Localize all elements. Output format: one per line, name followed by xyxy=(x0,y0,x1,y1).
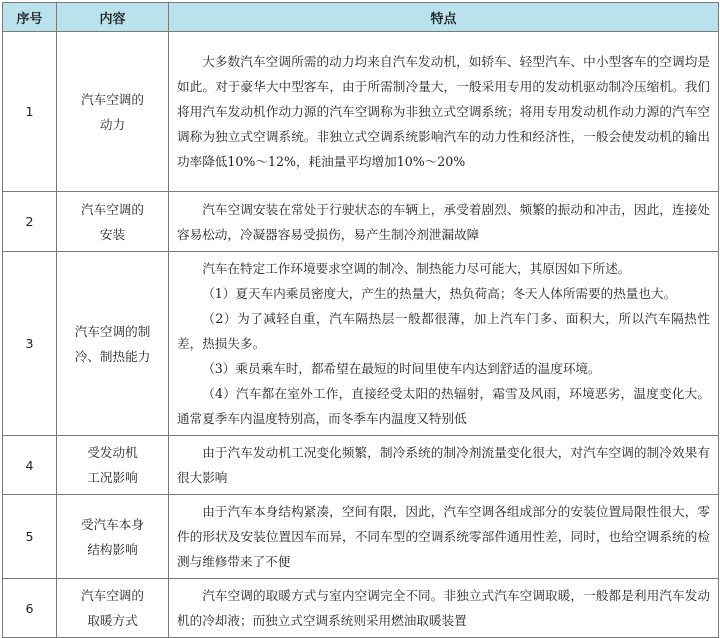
row-number: 4 xyxy=(3,436,57,495)
row-name-line: 受发动机 xyxy=(87,445,138,460)
feature-paragraph: 大多数汽车空调所需的动力均来自汽车发动机，如轿车、轻型汽车、中小型客车的空调均是如此。对于豪华大中型客车，由于所需制冷量大，一般采用专用的发动机驱动制冷压缩机。我们将用汽车发动机作动力源的汽车空调称为非独立式空调系统；将用专用发动机作动力源的汽车空调称为独立式空调系统。非独立式空调系统影响汽车的动力性和经济性，一般会使发动机的输出功率降低10%～12%，耗油量平均增加10%～20% xyxy=(177,54,710,169)
header-no: 序号 xyxy=(3,3,57,32)
table-row xyxy=(3,32,719,192)
row-feature xyxy=(169,252,719,436)
header-feature: 特点 xyxy=(169,3,719,32)
table-row xyxy=(3,579,719,638)
row-name-line: 工况影响 xyxy=(87,470,138,485)
row-feature xyxy=(169,32,719,192)
header-content: 内容 xyxy=(57,3,169,32)
row-number: 3 xyxy=(3,252,57,436)
row-feature xyxy=(169,495,719,579)
row-number: 1 xyxy=(3,32,57,192)
row-name xyxy=(57,495,169,579)
row-name-line: 汽车空调的 xyxy=(81,91,144,107)
row-name xyxy=(57,579,169,638)
row-name xyxy=(57,436,169,495)
row-number: 2 xyxy=(3,192,57,252)
row-number: 6 xyxy=(3,579,57,638)
row-name-line: 汽车空调的 xyxy=(81,201,144,217)
table-row xyxy=(3,495,719,579)
row-name-line: 动力 xyxy=(99,116,126,132)
row-name-line: 取暖方式 xyxy=(87,613,138,628)
row-name-line: 结构影响 xyxy=(87,541,138,557)
table-row xyxy=(3,436,719,495)
row-name xyxy=(57,32,169,192)
row-name-line: 安装 xyxy=(99,226,126,242)
feature-paragraph: 汽车空调安装在常处于行驶状态的车辆上，承受着剧烈、频繁的振动和冲击，因此，连接处容易松动，冷凝器容易受损伤，易产生制冷剂泄漏故障 xyxy=(177,201,710,242)
row-feature xyxy=(169,579,719,638)
row-name xyxy=(57,192,169,252)
row-name-line: 汽车空调的 xyxy=(81,588,144,603)
spec-table xyxy=(2,2,719,638)
row-feature xyxy=(169,192,719,252)
feature-paragraph: 由于汽车发动机工况变化频繁，制冷系统的制冷剂流量变化很大，对汽车空调的制冷效果有很大影响 xyxy=(177,445,710,485)
row-name-line: 冷、制热能力 xyxy=(74,348,151,364)
row-number: 5 xyxy=(3,495,57,579)
feature-paragraph: 汽车空调的取暖方式与室内空调完全不同。非独立式汽车空调取暖，一般都是利用汽车发动机的冷却液；而独立式空调系统则采用燃油取暖装置 xyxy=(177,588,710,628)
table-row xyxy=(3,192,719,252)
row-name-line: 汽车空调的制 xyxy=(74,323,151,339)
row-name xyxy=(57,252,169,436)
feature-paragraph: （4）汽车都在室外工作，直接经受太阳的热辐射，霜雪及风雨，环境恶劣，温度变化大。通常夏季车内温度特别高，而冬季车内温度又特别低 xyxy=(177,386,710,426)
row-name-line: 受汽车本身 xyxy=(81,516,144,532)
feature-paragraph: 由于汽车本身结构紧凑，空间有限，因此，汽车空调各组成部分的安装位置局限性很大，零件的形状及安装位置因车而异，不同车型的空调系统零部件通用性差，同时，也给空调系统的检测与维修带来了不便 xyxy=(177,504,710,569)
row-feature xyxy=(169,436,719,495)
header-row xyxy=(3,3,719,32)
feature-paragraph: （2）为了减轻自重，汽车隔热层一般都很薄，加上汽车门多、面积大，所以汽车隔热性差，热损失多。 xyxy=(177,311,710,351)
feature-paragraph: 汽车在特定工作环境要求空调的制冷、制热能力尽可能大，其原因如下所述。 xyxy=(202,261,631,276)
feature-paragraph: （1）夏天车内乘员密度大，产生的热量大，热负荷高；冬天人体所需要的热量也大。 xyxy=(202,286,677,301)
feature-paragraph: （3）乘员乘车时，都希望在最短的时间里使车内达到舒适的温度环境。 xyxy=(202,361,601,376)
table-row xyxy=(3,252,719,436)
